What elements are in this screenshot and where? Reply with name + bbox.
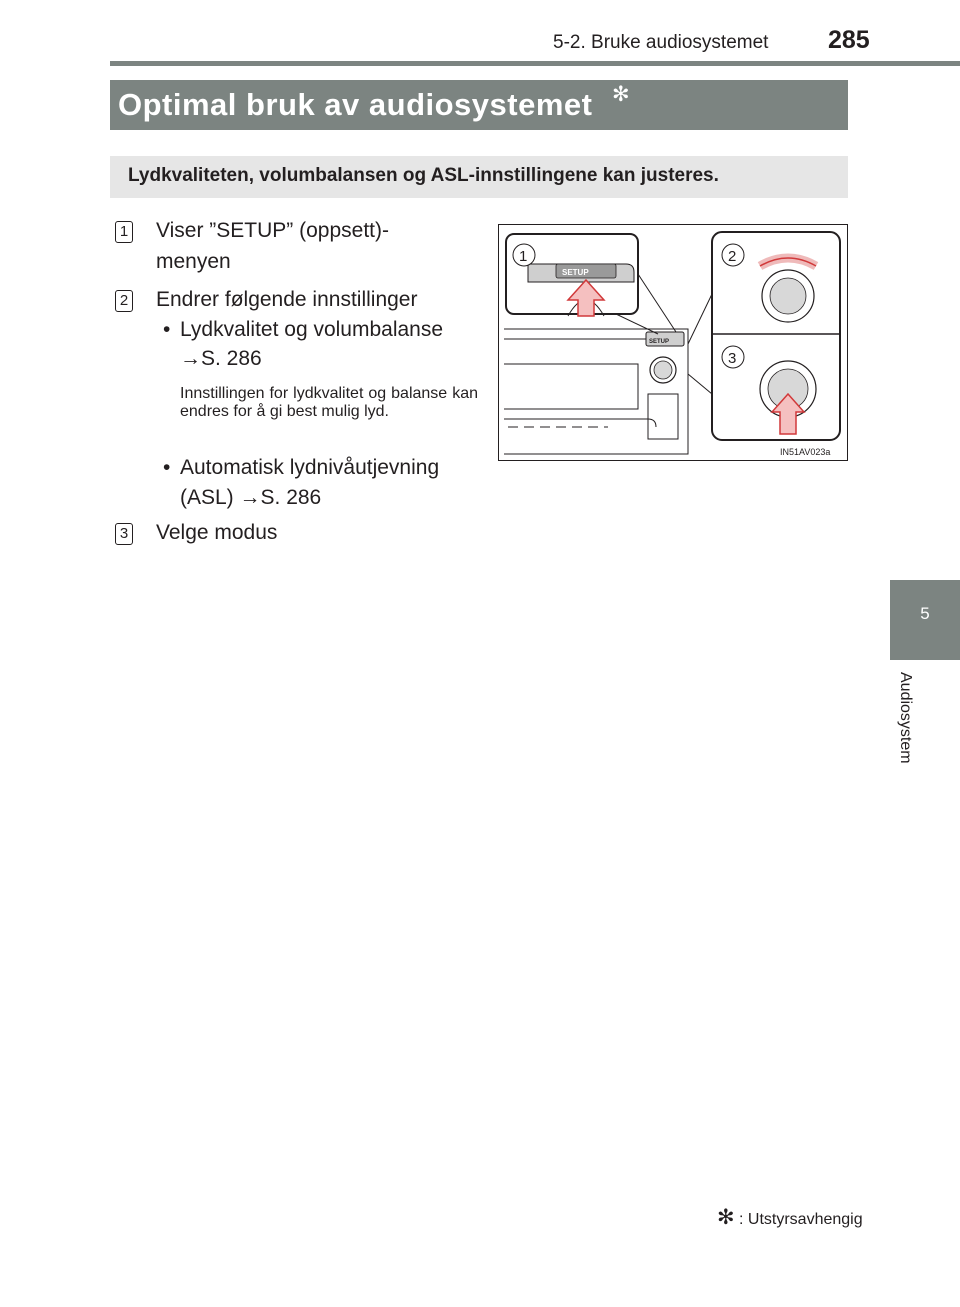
callout-3: 3 (728, 350, 737, 367)
page-number: 285 (828, 26, 870, 54)
bullet-1-mark: • (163, 318, 171, 341)
item-2-text: Endrer følgende innstillinger (156, 288, 418, 311)
item-number-2: 2 (115, 290, 133, 312)
chapter-label: Audiosystem (897, 672, 914, 764)
callout-2: 2 (728, 248, 737, 265)
small-setup-label: SETUP (649, 339, 670, 345)
callout-1: 1 (519, 248, 528, 265)
bullet-2-mark: • (163, 456, 171, 479)
item-number-1: 1 (115, 221, 133, 243)
title-bar (110, 80, 848, 130)
item-1-line-1: Viser ”SETUP” (oppsett)- (156, 219, 389, 242)
item-number-3: 3 (115, 523, 133, 545)
bullet-1-line-1: Lydkvalitet og volumbalanse (180, 318, 444, 341)
item-1-line-2: menyen (156, 250, 231, 273)
bullet-1-line-2: →S. 286 (180, 347, 262, 370)
footnote-star-icon: ✻ (717, 1206, 735, 1229)
setup-button-label: SETUP (562, 268, 589, 277)
bullet-2-line-1: Automatisk lydnivåutjevning (180, 456, 440, 479)
header-rule (110, 61, 960, 66)
footnote-text: : Utstyrsavhengig (739, 1211, 863, 1228)
intro-box (110, 156, 848, 198)
audio-panel-illustration (498, 224, 848, 461)
chapter-tab (890, 580, 960, 660)
bullet-2-line-2: (ASL) →S. 286 (180, 486, 322, 509)
intro-text: Lydkvaliteten, volumbalansen og ASL-innstillingene kan justeres. (128, 165, 719, 186)
page-title: Optimal bruk av audiosystemet (118, 87, 593, 122)
optional-equipment-star-icon: ✻ (612, 83, 630, 106)
note-text: Innstillingen for lydkvalitet og balanse kan endres for å gi best mulig lyd. (180, 385, 478, 420)
illustration-code: IN51AV023a (780, 447, 831, 457)
chapter-number: 5 (920, 604, 930, 623)
section-title: 5-2. Bruke audiosystemet (553, 32, 769, 53)
item-3-text: Velge modus (156, 521, 278, 544)
